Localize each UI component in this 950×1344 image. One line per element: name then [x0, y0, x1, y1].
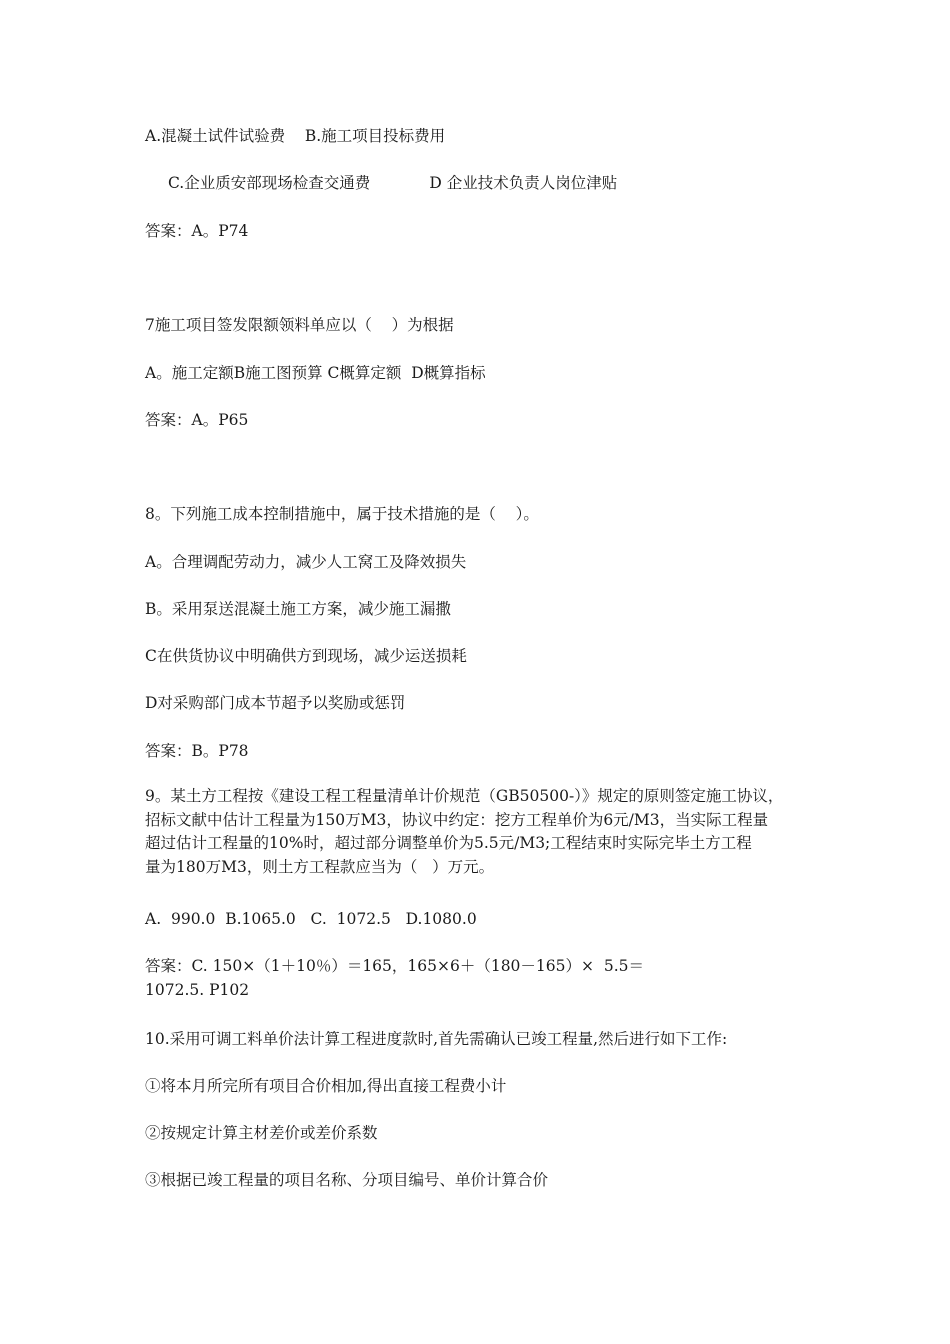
q7-answer: 答案：A。P65 — [145, 411, 249, 429]
q8-option-b: B。采用泵送混凝土施工方案，减少施工漏撒 — [145, 600, 451, 618]
q10-step-2: ②按规定计算主材差价或差价系数 — [145, 1124, 378, 1142]
q10-step-1: ①将本月所完所有项目合价相加,得出直接工程费小计 — [145, 1077, 507, 1095]
q10-question: 10.采用可调工料单价法计算工程进度款时,首先需确认已竣工程量,然后进行如下工作: — [145, 1030, 728, 1048]
q6-answer: 答案：A。P74 — [145, 222, 249, 240]
q7-options: A。施工定额B施工图预算 C概算定额 D概算指标 — [145, 364, 486, 382]
q10-step-3: ③根据已竣工程量的项目名称、分项目编号、单价计算合价 — [145, 1171, 549, 1189]
q8-question: 8。下列施工成本控制措施中，属于技术措施的是（ ）。 — [145, 505, 539, 523]
q8-option-d: D对采购部门成本节超予以奖励或惩罚 — [145, 694, 406, 712]
q7-question: 7施工项目签发限额领料单应以（ ）为根据 — [145, 316, 454, 334]
q9-question-line: 9。某土方工程按《建设工程工程量清单计价规范（GB50500-）》规定的原则签定施工协议， — [145, 787, 784, 805]
q9-options: A. 990.0 B.1065.0 C. 1072.5 D.1080.0 — [145, 910, 477, 928]
q9-answer-line: 1072.5. P102 — [145, 980, 250, 999]
q8-option-a: A。合理调配劳动力，减少人工窝工及降效损失 — [145, 553, 467, 571]
q9-answer-line: 答案：C. 150×（1＋10％）＝165，165×6＋（180－165）× 5.5＝ — [145, 957, 644, 975]
q9-question-line: 量为180万M3，则土方工程款应当为（ ）万元。 — [145, 857, 495, 876]
q6-options-line-2: C.企业质安部现场检查交通费 D 企业技术负责人岗位津贴 — [168, 174, 618, 192]
q9-question-line: 招标文献中估计工程量为150万M3，协议中约定：挖方工程单价为6元/M3，当实际工程量 — [145, 810, 769, 829]
q8-answer: 答案：B。P78 — [145, 742, 249, 760]
q9-answer — [145, 955, 825, 1002]
q8-option-c: C在供货协议中明确供方到现场，减少运送损耗 — [145, 647, 467, 665]
q6-options-line-1: A.混凝土试件试验费 B.施工项目投标费用 — [145, 127, 446, 145]
q9-question — [145, 785, 825, 879]
q9-question-line: 超过估计工程量的10%时，超过部分调整单价为5.5元/M3;工程结束时实际完毕土方工程 — [145, 834, 752, 852]
